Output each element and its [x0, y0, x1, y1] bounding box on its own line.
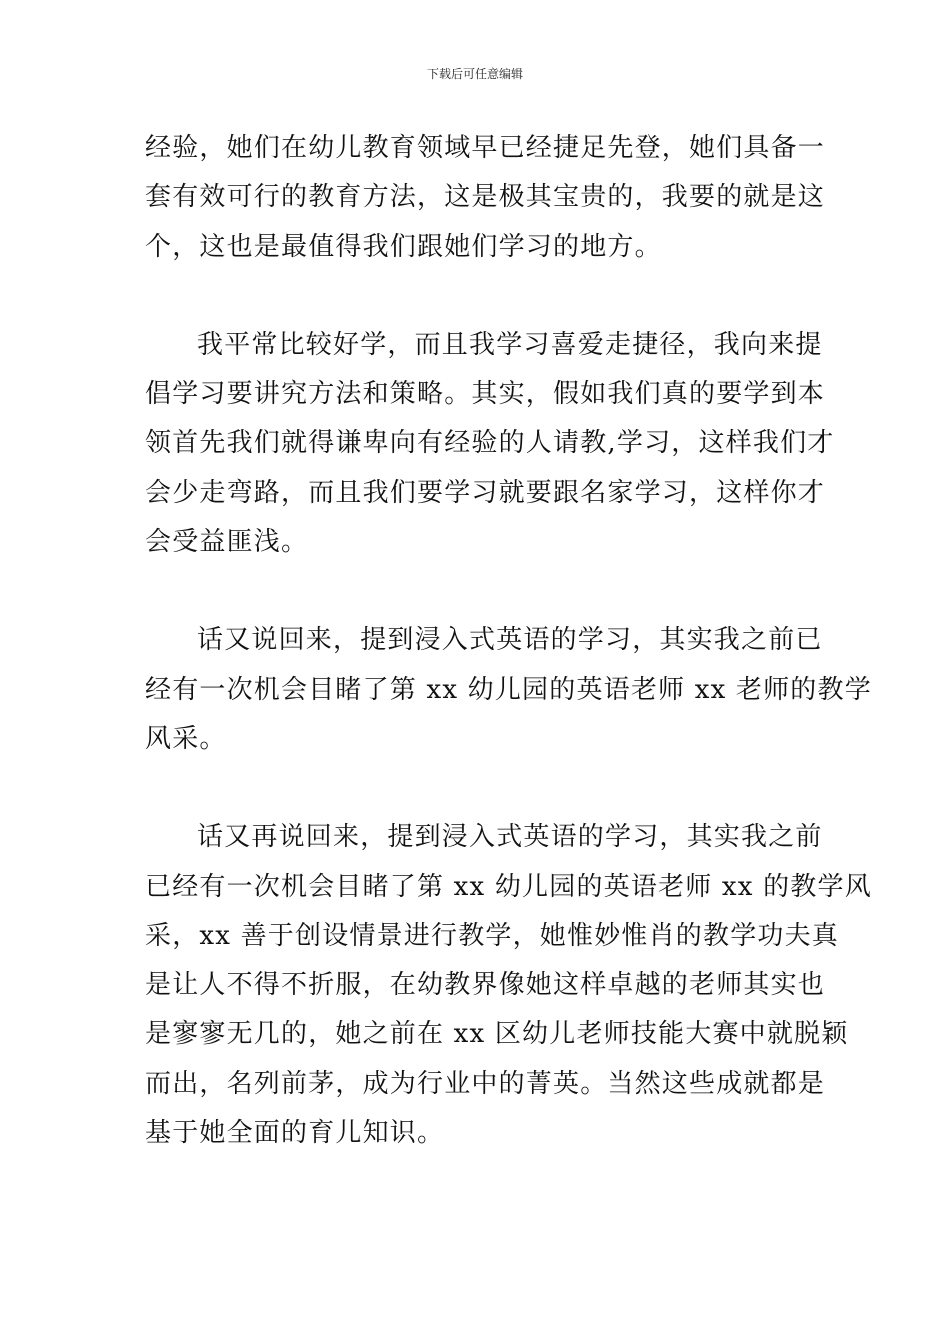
paragraph	[145, 813, 872, 1158]
document-body	[145, 124, 872, 1158]
text-line: 倡学习要讲究方法和策略。其实，假如我们真的要学到本	[145, 379, 826, 410]
paragraph-spacer	[145, 764, 809, 813]
text-line: 风采。	[145, 723, 227, 754]
text-line: 会受益匪浅。	[145, 527, 309, 558]
paragraph-spacer	[145, 567, 809, 616]
text-line: 经有一次机会目睹了第 xx 幼儿园的英语老师 xx 老师的教学	[145, 674, 872, 705]
text-line: 是寥寥无几的，她之前在 xx 区幼儿老师技能大赛中就脱颖	[145, 1019, 849, 1050]
text-line: 已经有一次机会目睹了第 xx 幼儿园的英语老师 xx 的教学风	[145, 871, 872, 902]
text-line: 套有效可行的教育方法，这是极其宝贵的，我要的就是这	[145, 182, 826, 213]
text-line: 我平常比较好学，而且我学习喜爱走捷径，我向来提	[197, 329, 823, 360]
paragraph	[145, 616, 872, 764]
text-line: 采，xx 善于创设情景进行教学，她惟妙惟肖的教学功夫真	[145, 920, 839, 951]
text-line: 个，这也是最值得我们跟她们学习的地方。	[145, 231, 662, 262]
text-line: 而出，名列前茅，成为行业中的菁英。当然这些成就都是	[145, 1068, 826, 1099]
page-header-note: 下载后可任意编辑	[426, 67, 523, 81]
paragraph	[145, 124, 826, 272]
paragraph-spacer	[145, 272, 809, 321]
paragraph	[145, 321, 835, 567]
text-line: 经验，她们在幼儿教育领域早已经捷足先登，她们具备一	[145, 133, 826, 163]
text-line: 会少走弯路，而且我们要学习就要跟名家学习，这样你才	[145, 477, 826, 508]
text-line: 是让人不得不折服，在幼教界像她这样卓越的老师其实也	[145, 970, 826, 1001]
text-line: 领首先我们就得谦卑向有经验的人请教,学习，这样我们才	[145, 428, 835, 459]
text-line: 话又说回来，提到浸入式英语的学习，其实我之前已	[197, 625, 823, 656]
text-line: 话又再说回来，提到浸入式英语的学习，其实我之前	[197, 822, 823, 853]
text-line: 基于她全面的育儿知识。	[145, 1118, 445, 1149]
